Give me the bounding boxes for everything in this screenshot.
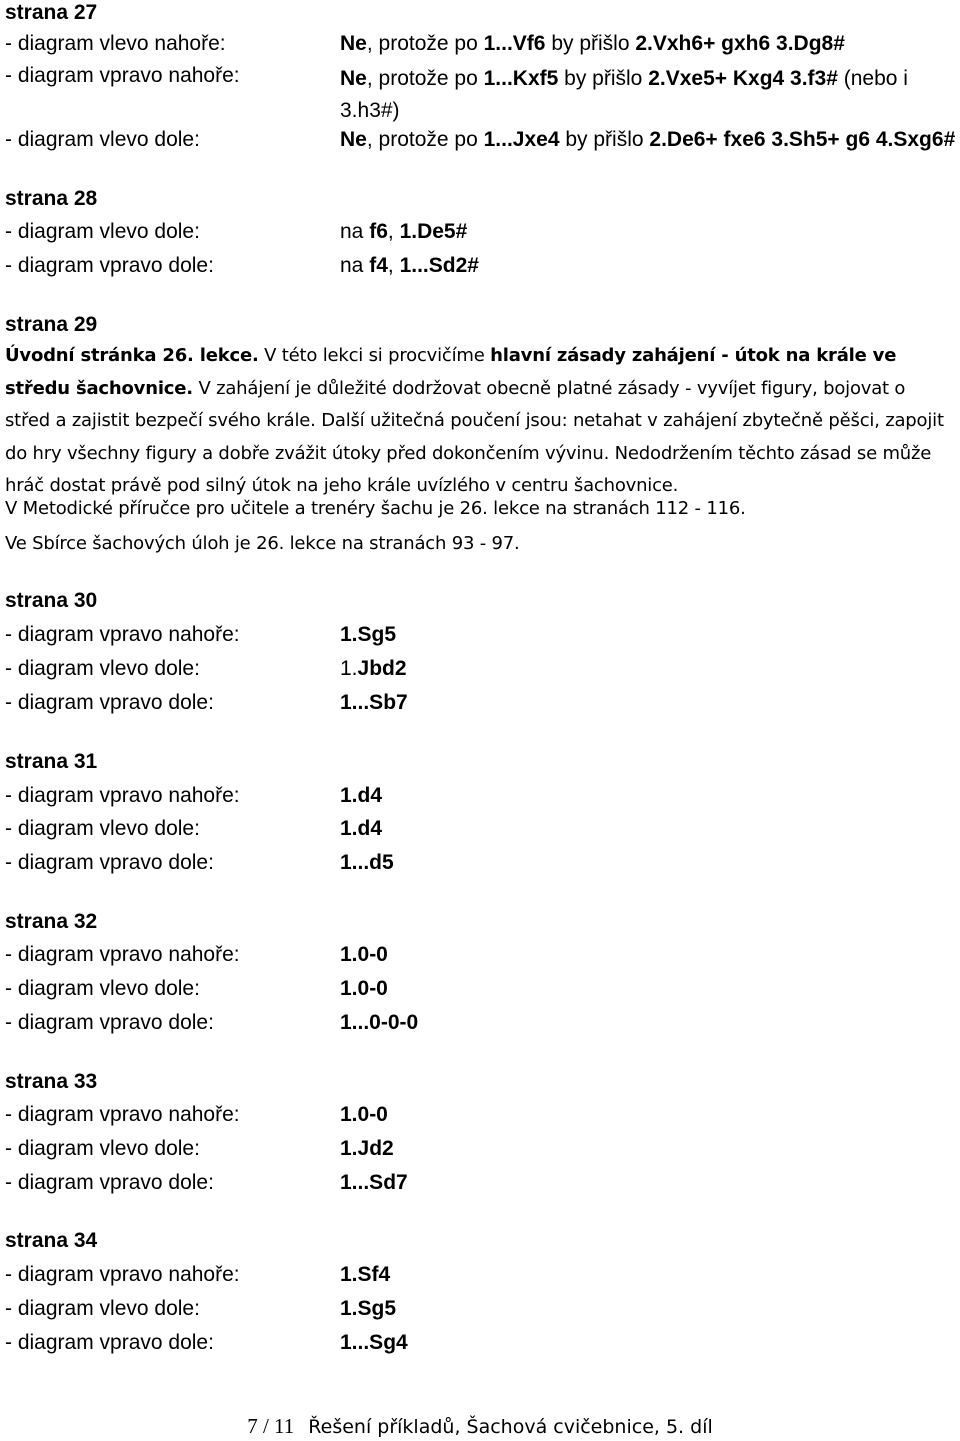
page-number: 7 / 11: [247, 1414, 295, 1438]
answer-value: 1.0-0: [340, 943, 388, 966]
answer-value: 1...Sb7: [340, 691, 408, 714]
section-heading-28: strana 28: [5, 187, 98, 210]
section-heading-30: strana 30: [5, 589, 98, 612]
lesson-intro-title: Úvodní stránka 26. lekce.: [5, 345, 259, 366]
answer-label: - diagram vpravo dole:: [5, 851, 214, 874]
answer-label: - diagram vpravo nahoře:: [5, 64, 240, 87]
answer-value: 1.0-0: [340, 1103, 388, 1126]
answer-label: - diagram vlevo dole:: [5, 817, 200, 840]
answer-label: - diagram vpravo nahoře:: [5, 943, 240, 966]
answer-value: 1.d4: [340, 817, 383, 840]
answer-value: 1...Sg4: [340, 1331, 408, 1354]
answer-value: 1.d4: [340, 784, 383, 807]
answer-value: 1...d5: [340, 851, 394, 874]
reference-methodology: V Metodické příručce pro učitele a trenéry šachu je 26. lekce na stranách 112 - 116.: [5, 498, 746, 519]
answer-value: Ne, protože po 1...Jxe4 by přišlo 2.De6+ fxe6 3.Sh5+ g6 4.Sxg6#: [340, 128, 956, 151]
lesson-topic: hlavní zásady zahájení - útok na krále ve středu šachovnice.: [5, 345, 897, 399]
section-heading-31: strana 31: [5, 750, 98, 773]
section-heading-29: strana 29: [5, 313, 98, 336]
answer-value: 1...0-0-0: [340, 1011, 419, 1034]
answer-label: - diagram vlevo dole:: [5, 657, 200, 680]
section-heading-27: strana 27: [5, 1, 98, 24]
answer-label: - diagram vpravo dole:: [5, 254, 214, 277]
answer-value: 1.Jd2: [340, 1137, 394, 1160]
answer-label: - diagram vlevo nahoře:: [5, 32, 226, 55]
answer-label: - diagram vlevo dole:: [5, 977, 200, 1000]
reference-collection: Ve Sbírce šachových úloh je 26. lekce na stranách 93 - 97.: [5, 533, 520, 554]
answer-label: - diagram vpravo nahoře:: [5, 1263, 240, 1286]
answer-label: - diagram vpravo nahoře:: [5, 1103, 240, 1126]
answer-value: 1.Sg5: [340, 623, 397, 646]
answer-value: 1.0-0: [340, 977, 388, 1000]
lesson-intro-paragraph: Úvodní stránka 26. lekce. V této lekci si procvičíme hlavní zásady zahájení - útok na krále ve středu šachovnice. V zahájení je důležité dodržovat obecně platné zásady - vyvíjet figury, bojovat o střed a zajistit bezpečí svého krále. Další užitečná poučení jsou: netahat v zahájení zbytečně pěšci, zapojit do hry všechny figury a dobře zvážit útoky před dokončením vývinu. Nedodržením těchto zásad se může hráč dostat právě pod silný útok na jeho krále uvízlého v centru šachovnice.: [5, 345, 944, 496]
answer-label: - diagram vpravo nahoře:: [5, 623, 240, 646]
answer-value: Ne, protože po 1...Vf6 by přišlo 2.Vxh6+ gxh6 3.Dg8#: [340, 32, 845, 55]
document-title: Řešení příkladů, Šachová cvičebnice, 5. díl: [308, 1416, 713, 1438]
lesson-body: V zahájení je důležité dodržovat obecně platné zásady - vyvíjet figury, bojovat o střed a zajistit bezpečí svého krále. Další užitečná poučení jsou: netahat v zahájení zbytečně pěšci, zapojit do hry všechny figury a dobře zvážit útoky před dokončením vývinu. Nedodržením těchto zásad se může hráč dostat právě pod silný útok na jeho krále uvízlého v centru šachovnice.: [5, 377, 944, 496]
answer-label: - diagram vpravo dole:: [5, 691, 214, 714]
page-footer: [0, 1412, 960, 1441]
answer-label: - diagram vlevo dole:: [5, 1297, 200, 1320]
answer-label: - diagram vlevo dole:: [5, 220, 200, 243]
answer-value: 1.Jbd2: [340, 657, 407, 680]
answer-label: - diagram vpravo dole:: [5, 1171, 214, 1194]
answer-value: 1...Sd7: [340, 1171, 408, 1194]
answer-label: - diagram vpravo dole:: [5, 1331, 214, 1354]
answer-value: Ne, protože po 1...Kxf5 by přišlo 2.Vxe5+ Kxg4 3.f3# (nebo i 3.h3#): [340, 67, 908, 122]
section-heading-32: strana 32: [5, 910, 98, 933]
answer-label: - diagram vpravo dole:: [5, 1011, 214, 1034]
answer-label: - diagram vlevo dole:: [5, 1137, 200, 1160]
section-heading-33: strana 33: [5, 1070, 98, 1093]
answer-value: 1.Sg5: [340, 1297, 397, 1320]
answer-label: - diagram vlevo dole:: [5, 128, 200, 151]
answer-label: - diagram vpravo nahoře:: [5, 784, 240, 807]
answer-value: 1.Sf4: [340, 1263, 391, 1286]
section-heading-34: strana 34: [5, 1229, 98, 1252]
answer-value: na f4, 1...Sd2#: [340, 254, 479, 277]
answer-value: na f6, 1.De5#: [340, 220, 468, 243]
